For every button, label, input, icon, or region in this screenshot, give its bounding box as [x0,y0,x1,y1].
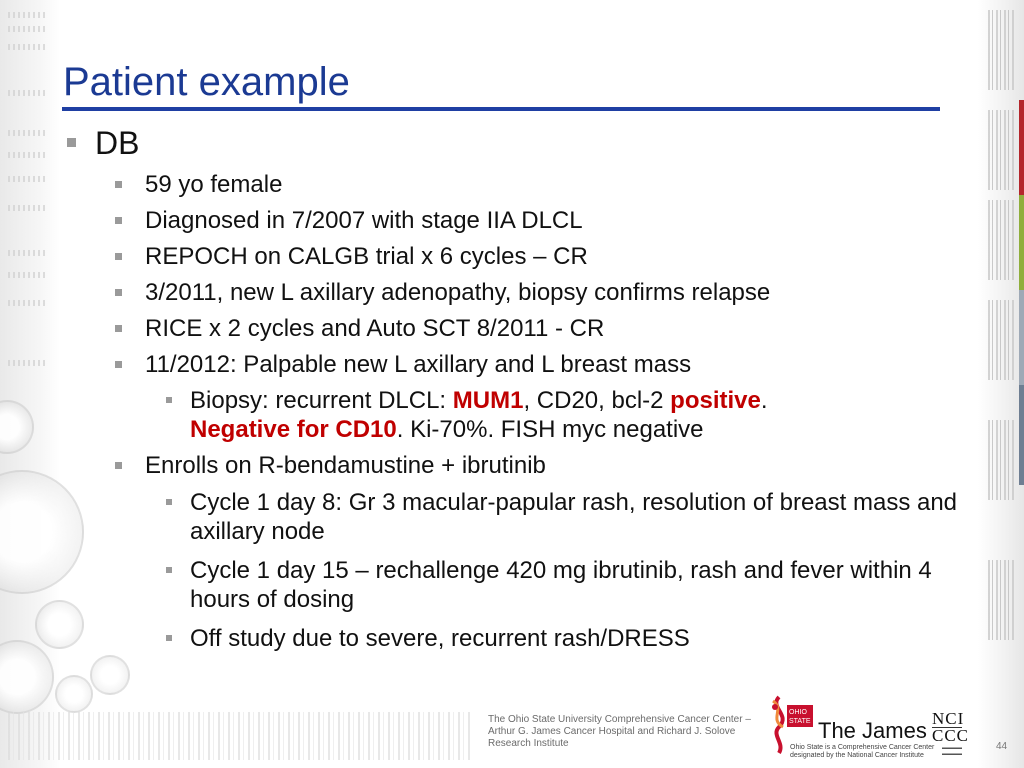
right-decoration [978,0,1024,768]
biopsy-item [62,386,982,444]
bullet-square-icon [166,499,172,505]
biopsy-period: . [760,387,768,414]
list-item-text: Diagnosed in 7/2007 with stage IIA DLCL [145,207,583,234]
title-underline [62,107,940,111]
bullet-text: DB [95,125,140,161]
nci-tagline: ▬▬▬▬ ▬▬▬▬ [942,745,962,757]
list-item-text: REPOCH on CALGB trial x 6 cycles – CR [145,243,588,270]
list-item-text: 59 yo female [145,171,283,198]
bullet-square-icon [115,361,122,368]
list-item [62,206,982,235]
list-item [62,451,982,480]
sub-list-item [62,488,982,546]
footer-band [8,712,470,760]
accent-edge [1019,290,1024,385]
decor-circle [90,655,130,695]
footer-line: Arthur G. James Cancer Hospital and Richard J. Solove [488,726,736,737]
svg-text:STATE: STATE [789,718,811,725]
ccc-text: CCC [932,726,970,745]
sub-list-item-text: Cycle 1 day 8: Gr 3 macular-papular rash, resolution of breast mass and axillary node [190,489,958,545]
bullet-square-icon [115,181,122,188]
bullet-square-icon [115,289,122,296]
list-item [62,242,982,271]
biopsy-prefix: Biopsy: recurrent DLCL: [190,387,453,414]
bullet-square-icon [166,567,172,573]
list-item [62,278,982,307]
sub-list-item [62,624,982,653]
institution-footer [488,714,758,750]
svg-text:OHIO: OHIO [789,709,807,716]
nci-text: NCI [932,709,965,728]
negative-cd10-label: Negative for CD10 [190,416,397,443]
mum1-marker: MUM1 [452,387,524,414]
list-item-text: Enrolls on R-bendamustine + ibrutinib [145,452,546,479]
bullet-square-icon [115,253,122,260]
bullet-square-icon [166,635,172,641]
tagline-line: Ohio State is a Comprehensive Cancer Center [790,744,935,751]
sub-list-item-text: Cycle 1 day 15 – rechallenge 420 mg ibrutinib, rash and fever within 4 hours of dosing [190,557,932,613]
bullet-square-icon [166,397,172,403]
list-item [62,170,982,199]
list-item-text: RICE x 2 cycles and Auto SCT 8/2011 - CR [145,315,605,342]
footer-line: The Ohio State University Comprehensive Cancer Center – [488,714,751,725]
bullet-square-icon [115,325,122,332]
accent-edge [1019,195,1024,290]
biopsy-middle: , CD20, bcl-2 [523,387,671,414]
sub-list-item [62,556,982,614]
list-item [62,314,982,343]
list-item [62,350,982,379]
bullet-patient-id [62,122,982,164]
james-logo-text: The James [818,718,927,743]
sub-list-item-text: Off study due to severe, recurrent rash/DRESS [190,625,690,652]
page-number: 44 [996,741,1008,752]
bullet-square-icon [67,138,76,147]
slide-content [62,122,982,660]
slide-title: Patient example [63,60,350,104]
accent-edge [1019,100,1024,195]
james-tagline [790,744,934,760]
decor-circle [55,675,93,713]
bullet-square-icon [115,462,122,469]
footer-line: Research Institute [488,738,569,749]
tagline-line: designated by the National Cancer Institute [790,752,924,759]
accent-edge [1019,385,1024,485]
list-item-text: 11/2012: Palpable new L axillary and L breast mass [145,351,692,378]
bullet-square-icon [115,217,122,224]
nci-ccc-logo [932,709,970,745]
biopsy-suffix: . Ki-70%. FISH myc negative [396,416,704,443]
positive-label: positive [670,387,761,414]
list-item-text: 3/2011, new L axillary adenopathy, biopsy confirms relapse [145,279,771,306]
